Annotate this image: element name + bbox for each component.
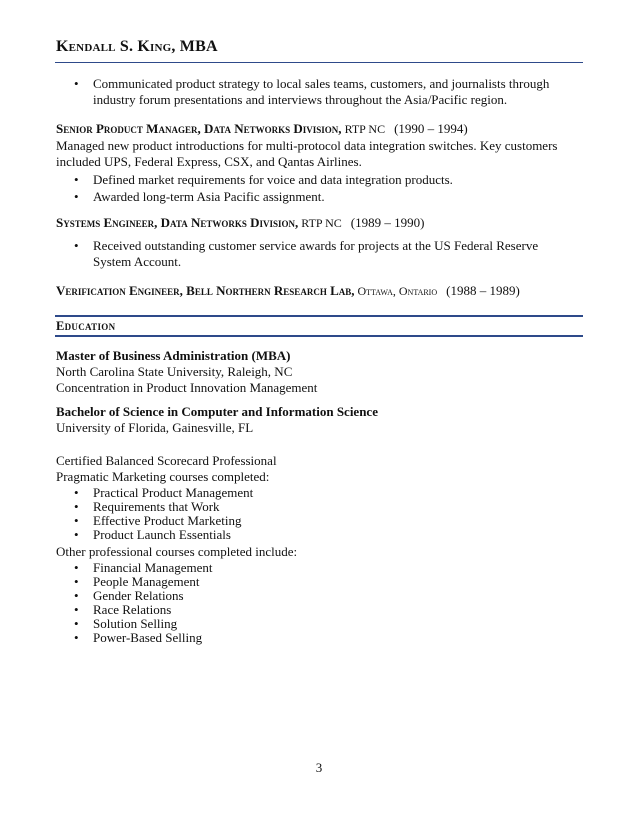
- degree-detail: North Carolina State University, Raleigh, NC: [56, 364, 293, 379]
- degree-detail: Concentration in Product Innovation Management: [56, 380, 318, 395]
- course-name: Gender Relations: [93, 588, 184, 603]
- bullet-icon: •: [74, 560, 79, 575]
- list-item: [56, 575, 213, 589]
- list-item: [56, 617, 213, 631]
- bullet-icon: •: [74, 630, 79, 645]
- header-rule: [55, 62, 583, 63]
- job-summary: Managed new product introductions for multi-protocol data integration switches. Key customers included UPS, Federal Express, CSX, and Qantas Airlines.: [56, 138, 558, 169]
- bullet-icon: •: [74, 513, 79, 528]
- section-rule-bottom: [55, 335, 583, 337]
- list-item: [56, 631, 213, 645]
- job-location: RTP NC: [344, 122, 386, 136]
- other-courses-intro: Other professional courses completed include:: [56, 544, 298, 559]
- list-item: [56, 528, 253, 542]
- job-dates: (1989 – 1990): [350, 215, 425, 230]
- course-name: Requirements that Work: [93, 499, 220, 514]
- job-dates: (1988 – 1989): [446, 283, 520, 298]
- bullet-icon: •: [74, 527, 79, 542]
- course-name: Practical Product Management: [93, 485, 254, 500]
- course-name: People Management: [93, 574, 200, 589]
- prev-job-bullets: [56, 76, 549, 108]
- section-title-education: Education: [56, 319, 116, 333]
- job-dates: (1990 – 1994): [394, 121, 468, 136]
- list-item: [56, 189, 453, 205]
- degree-title: Bachelor of Science in Computer and Information Science: [56, 404, 378, 419]
- bullet-text: Received outstanding customer service awards for projects at the US Federal Reserve System Account.: [93, 238, 539, 269]
- job-title-senior-product-manager: [56, 121, 468, 137]
- job-bullets: [56, 238, 538, 270]
- list-item: [56, 172, 453, 188]
- course-name: Product Launch Essentials: [93, 527, 231, 542]
- course-name: Financial Management: [93, 560, 213, 575]
- bullet-icon: •: [74, 189, 79, 204]
- bullet-text: Defined market requirements for voice and data integration products.: [93, 172, 453, 187]
- other-courses: [56, 561, 213, 645]
- list-item: [56, 603, 213, 617]
- bullet-icon: •: [74, 172, 79, 187]
- bullet-text: Communicated product strategy to local sales teams, customers, and journalists through industry forum presentations and interviews throughout the Asia/Pacific region.: [93, 76, 550, 107]
- course-name: Power-Based Selling: [93, 630, 203, 645]
- bullet-icon: •: [74, 616, 79, 631]
- list-item: [56, 500, 253, 514]
- list-item: [56, 589, 213, 603]
- job-role: Systems Engineer, Data Networks Division,: [56, 215, 299, 230]
- job-bullets: [56, 172, 453, 205]
- bullet-text: Awarded long-term Asia Pacific assignment.: [93, 189, 325, 204]
- bullet-icon: •: [74, 76, 79, 91]
- job-role: Verification Engineer, Bell Northern Research Lab,: [56, 283, 355, 298]
- degree-detail: University of Florida, Gainesville, FL: [56, 420, 254, 435]
- section-rule-top: [55, 315, 583, 317]
- job-title-systems-engineer: [56, 215, 424, 231]
- list-item: [56, 514, 253, 528]
- course-name: Effective Product Marketing: [93, 513, 242, 528]
- job-title-verification-engineer: [56, 283, 520, 299]
- bullet-icon: •: [74, 602, 79, 617]
- bullet-icon: •: [74, 588, 79, 603]
- course-name: Race Relations: [93, 602, 172, 617]
- page-number: 3: [315, 760, 323, 775]
- bullet-icon: •: [74, 574, 79, 589]
- job-role: Senior Product Manager, Data Networks Division,: [56, 121, 342, 136]
- job-location: RTP NC: [301, 216, 342, 230]
- pragmatic-courses: [56, 486, 253, 542]
- list-item: [56, 76, 549, 108]
- course-name: Solution Selling: [93, 616, 178, 631]
- bullet-icon: •: [74, 499, 79, 514]
- header-name: Kendall S. King, MBA: [56, 38, 218, 55]
- list-item: [56, 238, 538, 270]
- bullet-icon: •: [74, 238, 79, 253]
- bullet-icon: •: [74, 485, 79, 500]
- certification: Certified Balanced Scorecard Professional: [56, 453, 277, 468]
- pragmatic-intro: Pragmatic Marketing courses completed:: [56, 469, 270, 484]
- list-item: [56, 486, 253, 500]
- job-location: Ottawa, Ontario: [357, 284, 438, 298]
- degree-title: Master of Business Administration (MBA): [56, 348, 291, 363]
- list-item: [56, 561, 213, 575]
